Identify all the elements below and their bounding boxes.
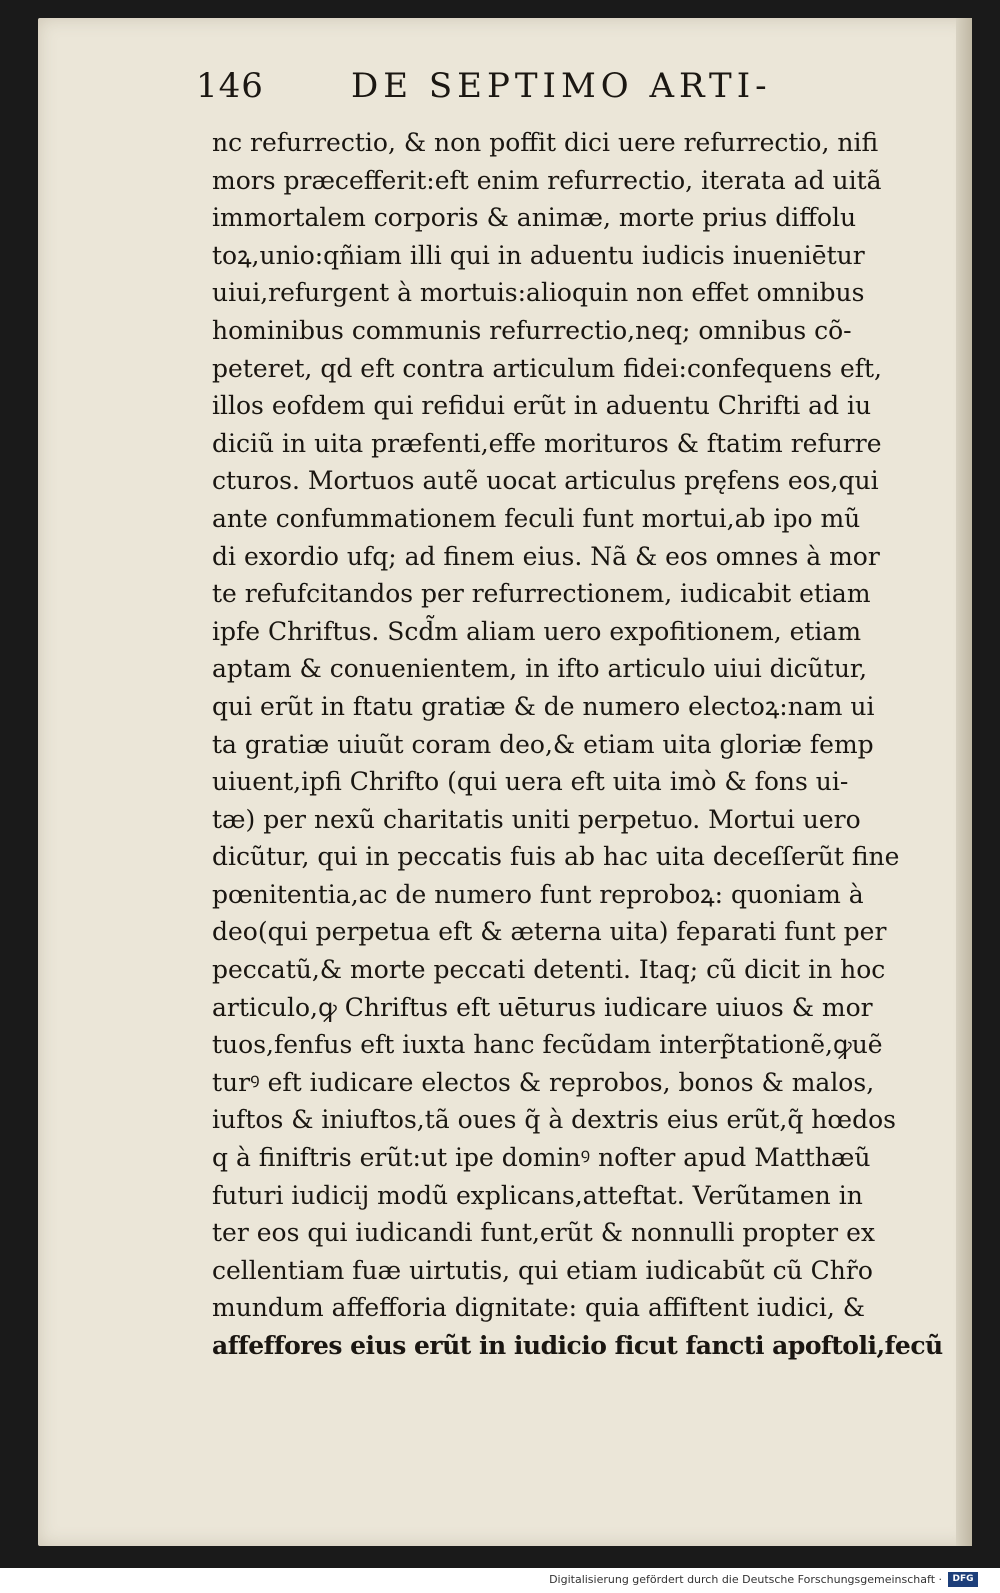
text-line: ipfe Chriftus. Scd̃m aliam uero expofitionem, etiam [212,616,862,646]
body-text [212,124,977,1365]
text-line: te refufcitandos per refurrectionem, iudicabit etiam [212,579,871,609]
text-line: peteret, qd eft contra articulum fidei:confequens eft, [212,353,882,383]
text-line: ante confummationem feculi funt mortui,ab ipo mũ [212,503,861,533]
text-line: di exordio ufq; ad finem eius. Nã & eos omnes à mor [212,541,880,571]
text-line: qui erũt in ftatu gratiæ & de numero electoꝝ:nam ui [212,691,875,721]
text-line: iuftos & iniuftos,tã oues q̃ à dextris eius erũt,q̃ hœdos [212,1105,896,1135]
text-line: cellentiam fuæ uirtutis, qui etiam iudicabũt cũ Chr̃o [212,1255,873,1285]
text-line: toꝝ,unio:qñiam illi qui in aduentu iudicis inueniētur [212,240,865,270]
page-header [196,60,836,120]
folio-number: 146 [196,66,264,106]
text-line: uiuent,ipfi Chrifto (qui uera eft uita imò & fons ui- [212,767,849,797]
text-line: q à finiftris erũt:ut ipe dominꝰ nofter apud Matthæũ [212,1143,871,1173]
text-line: nc refurrectio, & non poffit dici uere refurrectio, nifi [212,128,879,157]
text-line: illos eofdem qui refidui erũt in aduentu Chrifti ad iu [212,391,872,421]
text-line: cturos. Mortuos autẽ uocat articulus pręfens eos,qui [212,466,879,496]
running-title: DE SEPTIMO ARTI- [351,66,772,106]
funding-credit: Digitalisierung gefördert durch die Deutsche Forschungsgemeinschaft · [549,1573,942,1586]
text-line: hominibus communis refurrectio,neq; omnibus cõ- [212,315,852,345]
text-line: peccatũ,& morte peccati detenti. Itaq; cũ dicit in hoc [212,955,886,985]
text-line: immortalem corporis & animæ, morte prius diffolu [212,203,857,233]
text-line: uiui,refurgent à mortuis:alioquin non effet omnibus [212,278,865,308]
text-line: mundum affefforia dignitate: quia affiftent iudici, & [212,1293,866,1323]
text-line: futuri iudicij modũ explicans,atteftat. Verũtamen in [212,1180,863,1210]
text-line: deo(qui perpetua eft & æterna uita) feparati funt per [212,917,887,947]
text-line: affeffores eius erũt in iudicio ficut fancti apoftoli,fecũ [212,1331,943,1360]
text-line: ta gratiæ uiuũt coram deo,& etiam uita gloriæ femp [212,729,874,759]
text-line: dicũtur, qui in peccatis fuis ab hac uita deceſſerũt fine [212,842,900,872]
dfg-logo-icon: DFG [948,1572,978,1587]
text-line: pœnitentia,ac de numero funt reproboꝝ: quoniam à [212,879,864,909]
text-line: ter eos qui iudicandi funt,erũt & nonnulli propter ex [212,1218,875,1248]
text-line: tæ) per nexũ charitatis uniti perpetuo. Mortui uero [212,804,861,834]
text-line: aptam & conuenientem, in ifto articulo uiui dicũtur, [212,654,868,684]
footer-bar [0,1568,1000,1593]
text-line: turꝰ eft iudicare electos & reprobos, bonos & malos, [212,1067,875,1097]
text-line: tuos,fenfus eft iuxta hanc fecũdam interp̃tationẽ,ꝙuẽ [212,1030,883,1060]
text-line: diciũ in uita præfenti,effe morituros & ftatim refurre [212,428,882,458]
text-line: mors præcefferit:eft enim refurrectio, iterata ad uitã [212,165,882,195]
text-line: articulo,ꝙ Chriftus eft uēturus iudicare uiuos & mor [212,992,873,1022]
